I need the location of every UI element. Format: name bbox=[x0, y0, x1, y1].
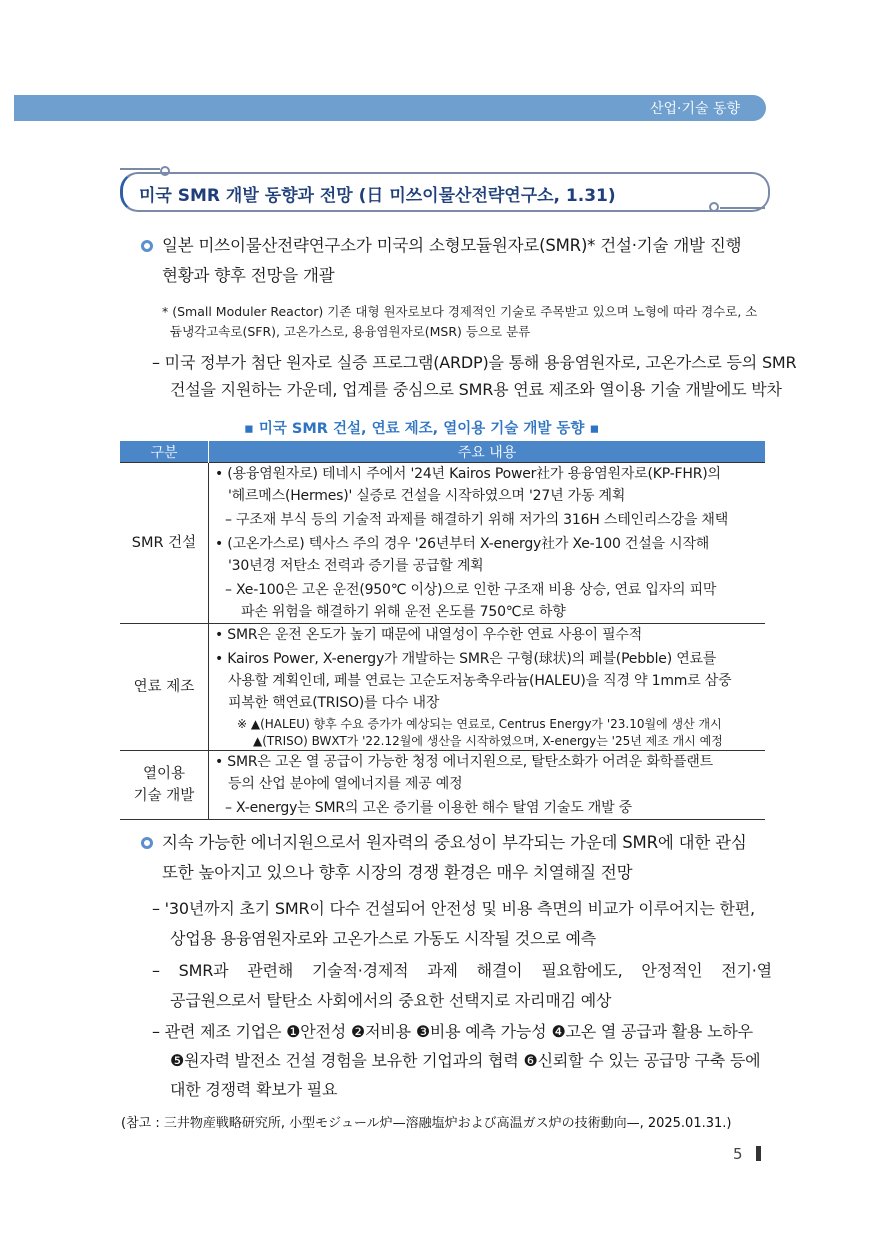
row-line: • Kairos Power, X-energy가 개발하는 SMR은 구형(球状)의 페블(Pebble) 연료를 bbox=[215, 651, 717, 667]
row-line: • SMR은 고온 열 공급이 가능한 청정 에너지원으로, 탈탄소화가 어려운 화학플랜트 bbox=[215, 754, 713, 770]
intro-line-1: 일본 미쓰이물산전략연구소가 미국의 소형모듈원자로(SMR)* 건설·기술 개발 진행 bbox=[162, 236, 742, 255]
row-line: 사용할 계획인데, 페블 연료는 고순도저농축우라늄(HALEU)을 직경 약 1mm로 삼중 bbox=[228, 673, 732, 689]
title-decor-line-left bbox=[120, 168, 160, 170]
row-content bbox=[209, 624, 766, 751]
table-header-category: 구분 bbox=[120, 441, 209, 463]
dash-paragraph-2 bbox=[152, 894, 772, 954]
row-category bbox=[120, 751, 209, 820]
row-line: • SMR은 운전 온도가 높기 때문에 내열성이 우수한 연료 사용이 필수적 bbox=[215, 627, 643, 643]
row-note: ▲(TRISO) BWXT가 '22.12월에 생산을 시작하였으며, X-energy는 '25년 제조 개시 예정 bbox=[253, 734, 723, 748]
row-line: – Xe-100은 고온 운전(950℃ 이상)으로 인한 구조재 비용 상승, 연료 입자의 피막 bbox=[225, 582, 717, 598]
dash1-line-1: – 미국 정부가 첨단 원자로 실증 프로그램(ARDP)을 통해 용융염원자로, 고온가스로 등의 SMR bbox=[152, 353, 797, 372]
dash-paragraph-4 bbox=[152, 1017, 772, 1104]
section-header-bar bbox=[14, 95, 766, 121]
row-line: 등의 산업 분야에 열에너지를 제공 예정 bbox=[228, 776, 463, 792]
row-content bbox=[209, 463, 766, 624]
outlook-paragraph bbox=[162, 828, 772, 888]
row-line: • (용융염원자로) 테네시 주에서 '24년 Kairos Power社가 용융염원자로(KP-FHR)의 bbox=[215, 466, 721, 482]
row-category: SMR 건설 bbox=[120, 463, 209, 624]
row-line: '헤르메스(Hermes)' 실증로 건설을 시작하였으며 '27년 가동 계획 bbox=[228, 488, 626, 504]
row-line: – X-energy는 SMR의 고온 증기를 이용한 해수 탈염 기술도 개발 중 bbox=[225, 800, 633, 816]
outlook-line-2: 또한 높아지고 있으나 향후 시장의 경쟁 환경은 매우 치열해질 전망 bbox=[162, 863, 633, 882]
dash-paragraph-1 bbox=[152, 349, 797, 403]
footnote-line-2: 듐냉각고속로(SFR), 고온가스로, 용융염원자로(MSR) 등으로 분류 bbox=[170, 324, 531, 339]
dash2-line-1: – '30년까지 초기 SMR이 다수 건설되어 안전성 및 비용 측면의 비교가 이루어지는 한편, bbox=[152, 899, 755, 918]
table-caption: ▪ 미국 SMR 건설, 연료 제조, 열이용 기술 개발 동향 ▪ bbox=[244, 421, 600, 437]
row-line: 파손 위험을 해결하기 위해 운전 온도를 750℃로 하향 bbox=[241, 604, 566, 620]
row-category-line-2: 기술 개발 bbox=[133, 788, 195, 804]
row-note: ※ ▲(HALEU) 향후 수요 증가가 예상되는 연료로, Centrus Energy가 '23.10월에 생산 개시 bbox=[237, 717, 722, 731]
smr-footnote bbox=[162, 302, 772, 342]
row-category: 연료 제조 bbox=[120, 624, 209, 751]
row-line: 피복한 핵연료(TRISO)를 다수 내장 bbox=[228, 695, 440, 711]
table-header-content: 주요 내용 bbox=[209, 441, 766, 463]
circle-bullet-icon bbox=[141, 240, 153, 252]
table-row bbox=[120, 751, 765, 820]
dash4-line-2: ❺원자력 발전소 건설 경험을 보유한 기업과의 협력 ❻신뢰할 수 있는 공급망 구축 등에 bbox=[170, 1051, 761, 1070]
row-line: '30년경 저탄소 전력과 증기를 공급할 계획 bbox=[228, 558, 484, 574]
dash4-line-1: – 관련 제조 기업은 ❶안전성 ❷저비용 ❸비용 예측 가능성 ❹고온 열 공급과 활용 노하우 bbox=[152, 1022, 753, 1041]
row-line: – 구조재 부식 등의 기술적 과제를 해결하기 위해 저가의 316H 스테인리스강을 채택 bbox=[225, 512, 729, 528]
dash2-line-2: 상업용 용융염원자로와 고온가스로 가동도 시작될 것으로 예측 bbox=[170, 929, 596, 948]
table-row bbox=[120, 463, 765, 624]
table-row bbox=[120, 624, 765, 751]
intro-line-2: 현황과 향후 전망을 개괄 bbox=[162, 266, 335, 285]
footnote-line-1: * (Small Moduler Reactor) 기존 대형 원자로보다 경제적인 기술로 주목받고 있으며 노형에 따라 경수로, 소 bbox=[162, 304, 758, 319]
dash3-line-2: 공급원으로서 탈탄소 사회에서의 중요한 선택지로 자리매김 예상 bbox=[170, 991, 612, 1010]
article-title-box bbox=[120, 172, 770, 212]
title-decor-knob-right bbox=[709, 202, 719, 212]
dash1-line-2: 건설을 지원하는 가운데, 업계를 중심으로 SMR용 연료 제조와 열이용 기술 개발에도 박차 bbox=[170, 380, 782, 399]
dash4-line-3: 대한 경쟁력 확보가 필요 bbox=[170, 1080, 338, 1099]
row-category-line-1: 열이용 bbox=[142, 766, 186, 782]
title-decor-line-right bbox=[720, 207, 765, 209]
outlook-line-1: 지속 가능한 에너지원으로서 원자력의 중요성이 부각되는 가운데 SMR에 대한 관심 bbox=[162, 833, 747, 852]
row-line: • (고온가스로) 텍사스 주의 경우 '26년부터 X-energy社가 Xe-100 건설을 시작해 bbox=[215, 536, 710, 552]
page-number-bar bbox=[756, 1146, 761, 1161]
smr-trends-table bbox=[120, 441, 765, 820]
page-number: 5 bbox=[733, 1145, 743, 1163]
section-label: 산업·기술 동향 bbox=[649, 101, 740, 117]
intro-paragraph bbox=[162, 231, 772, 291]
reference-citation: (참고 : 三井物産戦略研究所, 小型モジュール炉—溶融塩炉および高温ガス炉の技術動向—, 2025.01.31.) bbox=[121, 1116, 732, 1131]
circle-bullet-icon bbox=[141, 837, 153, 849]
dash3-line-1: – SMR과 관련해 기술적·경제적 과제 해결이 필요함에도, 안정적인 전기·열 bbox=[152, 961, 772, 980]
dash-paragraph-3 bbox=[152, 956, 772, 1016]
row-content bbox=[209, 751, 766, 820]
article-title: 미국 SMR 개발 동향과 전망 (日 미쓰이물산전략연구소, 1.31) bbox=[139, 186, 616, 206]
